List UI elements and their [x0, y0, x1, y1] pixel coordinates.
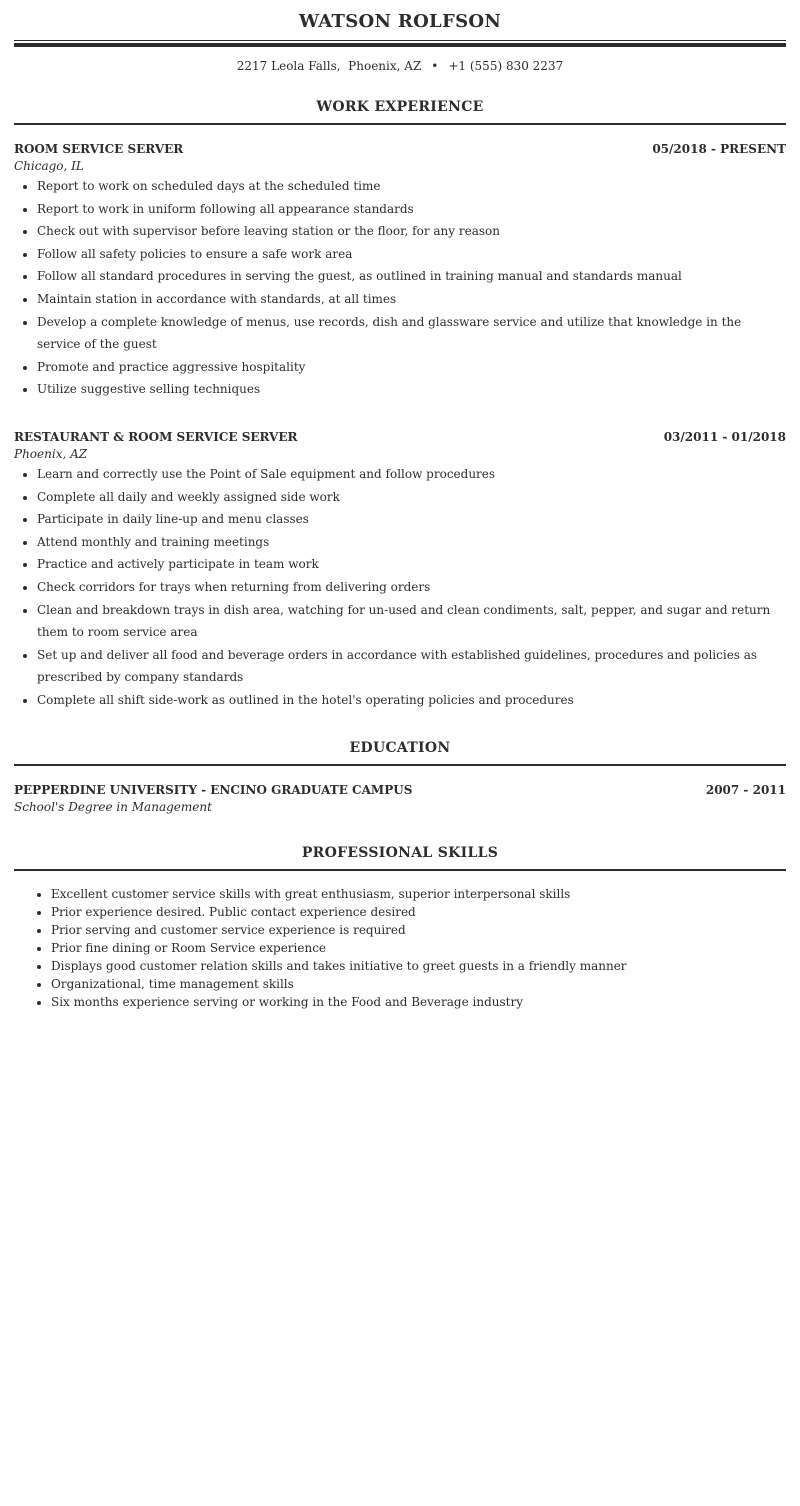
duty-item: • Practice and actively participate in team work — [37, 553, 786, 576]
job-dates: 03/2011 - 01/2018 — [663, 429, 786, 444]
degree: School's Degree in Management — [14, 800, 212, 815]
job-entry — [14, 429, 786, 712]
contact-phone: +1 (555) 830 2237 — [448, 59, 564, 73]
duty-item: • Report to work on scheduled days at the scheduled time — [37, 175, 786, 198]
job-duties-list — [14, 463, 786, 712]
skills-title: PROFESSIONAL SKILLS — [301, 845, 499, 862]
duty-item: • Clean and breakdown trays in dish area, watching for un-used and clean condiments, salt, pepper, and sugar and return them to room service area — [37, 599, 786, 644]
duty-item: • Utilize suggestive selling techniques — [37, 378, 786, 401]
job-title: ROOM SERVICE SERVER — [14, 142, 184, 156]
job-title: RESTAURANT & ROOM SERVICE SERVER — [14, 429, 298, 444]
duty-item: • Follow all safety policies to ensure a safe work area — [37, 243, 786, 266]
candidate-name: WATSON ROLFSON — [298, 11, 502, 32]
duty-item: • Complete all shift side-work as outlined in the hotel's operating policies and procedures — [37, 689, 786, 712]
duty-item: • Learn and correctly use the Point of Sale equipment and follow procedures — [37, 463, 786, 486]
contact-separator: • — [431, 59, 439, 73]
school-name: PEPPERDINE UNIVERSITY - ENCINO GRADUATE CAMPUS — [14, 783, 413, 798]
duty-item: • Attend monthly and training meetings — [37, 531, 786, 554]
work-experience-section — [14, 98, 786, 711]
duty-item: • Maintain station in accordance with standards, at all times — [37, 288, 786, 311]
work-experience-rule — [14, 123, 786, 125]
job-header — [14, 141, 786, 157]
contact-address: 2217 Leola Falls, Phoenix, AZ — [236, 59, 422, 73]
skills-rule — [14, 869, 786, 871]
duty-item: • Follow all standard procedures in serving the guest, as outlined in training manual and standards manual — [37, 265, 786, 288]
duty-item: • Develop a complete knowledge of menus, use records, dish and glassware service and utilize that knowledge in the service of the guest — [37, 311, 786, 356]
job-dates: 05/2018 - PRESENT — [652, 142, 786, 156]
header-rule-thick — [14, 43, 786, 47]
duty-item: • Check corridors for trays when returning from delivering orders — [37, 576, 786, 599]
skills-section — [14, 844, 786, 1011]
duty-item: • Check out with supervisor before leaving station or the floor, for any reason — [37, 220, 786, 243]
education-entry — [14, 782, 786, 816]
skill-item: • Prior experience desired. Public contact experience desired — [51, 904, 786, 922]
skills-list — [14, 886, 786, 1011]
duty-item: • Participate in daily line-up and menu classes — [37, 508, 786, 531]
contact-line — [14, 58, 786, 74]
job-duties-list — [14, 175, 786, 401]
job-location: Chicago, IL — [14, 159, 84, 173]
skill-item: • Six months experience serving or working in the Food and Beverage industry — [51, 994, 786, 1012]
skill-item: • Prior fine dining or Room Service experience — [51, 940, 786, 958]
duty-item: • Complete all daily and weekly assigned side work — [37, 486, 786, 509]
education-section — [14, 739, 786, 816]
duty-item: • Promote and practice aggressive hospitality — [37, 356, 786, 379]
work-experience-title: WORK EXPERIENCE — [316, 99, 484, 115]
duty-item: • Report to work in uniform following all appearance standards — [37, 198, 786, 221]
job-entry — [14, 141, 786, 401]
skill-item: • Displays good customer relation skills and takes initiative to greet guests in a friendly manner — [51, 958, 786, 976]
education-header — [14, 782, 786, 798]
job-location: Phoenix, AZ — [14, 446, 88, 461]
education-title: EDUCATION — [349, 740, 451, 757]
skill-item: • Prior serving and customer service experience is required — [51, 922, 786, 940]
job-header — [14, 429, 786, 445]
skill-item: • Organizational, time management skills — [51, 976, 786, 994]
education-dates: 2007 - 2011 — [705, 783, 786, 798]
duty-item: • Set up and deliver all food and beverage orders in accordance with established guidelines, procedures and policies as prescribed by company standards — [37, 644, 786, 689]
header-rule-thin — [14, 40, 786, 41]
skill-item: • Excellent customer service skills with great enthusiasm, superior interpersonal skills — [51, 886, 786, 904]
education-rule — [14, 764, 786, 766]
